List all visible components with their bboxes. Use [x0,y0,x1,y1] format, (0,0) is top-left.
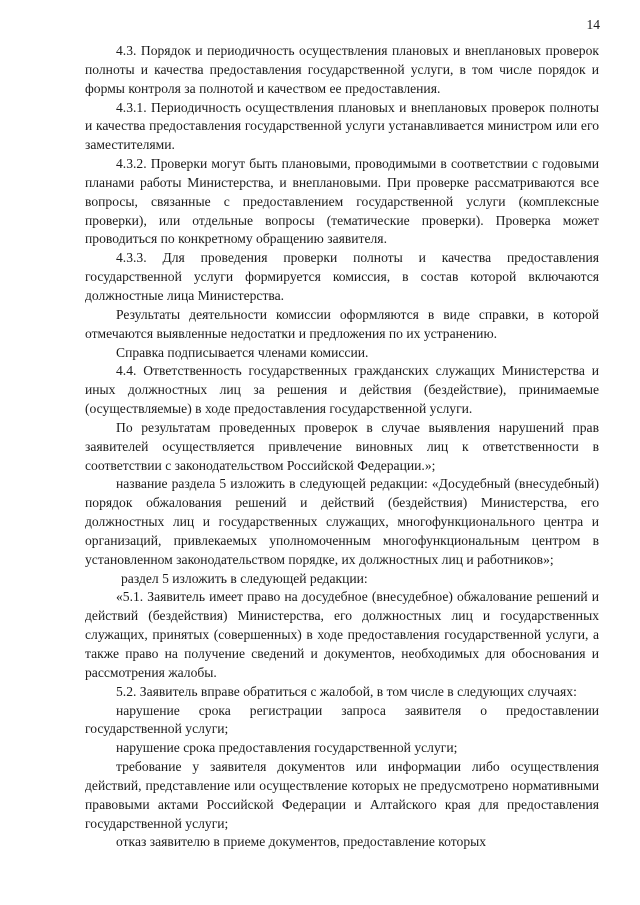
paragraph-4-3-3: 4.3.3. Для проведения проверки полноты и качества предоставления государственной услуги формируется комиссия, в состав которой включаются должностные лица Министерства. [85,250,599,303]
document-body [85,42,599,852]
list-item-extra-documents: требование у заявителя документов или информации либо осуществления действий, представление или осуществление которых не предусмотрено нормативными правовыми актами Российской Федерации и Алтайского края для предоставления государственной услуги; [85,759,599,831]
list-item-refusal: отказ заявителю в приеме документов, предоставление которых [116,834,487,850]
list-item-registration-delay: нарушение срока регистрации запроса заявителя о предоставлении государственной услуги; [85,702,599,737]
paragraph-4-3-1: 4.3.1. Периодичность осуществления плановых и внеплановых проверок полноты и качества предоставления государственной услуги устанавливается министром или его заместителями. [85,99,599,153]
paragraph-commission-results: Результаты деятельности комиссии оформляются в виде справки, в которой отмечаются выявленные недостатки и предложения по их устранению. [85,306,599,341]
paragraph-4-4: 4.4. Ответственность государственных гражданских служащих Министерства и иных должностных лиц за решения и действия (бездействие), принимаемые (осуществляемые) в ходе предоставления государственной услуги. [85,363,599,417]
paragraph-5-1: «5.1. Заявитель имеет право на досудебное (внесудебное) обжалование решений и действий (бездействия) Министерства, его должностных лиц и государственных служащих, принятых (совершенных) в ходе предоставления государственной услуги, а также право на получение сведений и документов, необходимых для обоснования и рассмотрения жалобы. [85,589,599,680]
paragraph-4-3: 4.3. Порядок и периодичность осуществления плановых и внеплановых проверок полноты и качества предоставления государственной услуги, в том числе порядок и формы контроля за полнотой и качеством ее предоставления. [85,43,599,96]
page-number: 14 [586,17,600,32]
paragraph-report-signed: Справка подписывается членами комиссии. [116,344,369,360]
paragraph-section-5-title: название раздела 5 изложить в следующей редакции: «Досудебный (внесудебный) порядок обжалования решений и действий (бездействия) Министерства, его должностных лиц и государственных служащих, многофункционального центра и организаций, привлекаемых уполномоченным многофункциональным центром в установленном законодательством порядке, их должностных лиц и работников»; [85,476,599,567]
paragraph-4-3-2: 4.3.2. Проверки могут быть плановыми, проводимыми в соответствии с годовыми планами работы Министерства, и внеплановыми. При проверке рассматриваются все вопросы, связанные с предоставлением государственной услуги (комплексные проверки), или отдельные вопросы (тематические проверки). Проверка может проводиться по конкретному обращению заявителя. [85,156,599,247]
paragraph-section-5-intro: раздел 5 изложить в следующей редакции: [121,570,368,586]
list-item-service-delay: нарушение срока предоставления государственной услуги; [116,740,458,756]
paragraph-5-2: 5.2. Заявитель вправе обратиться с жалобой, в том числе в следующих случаях: [116,683,577,699]
paragraph-inspection-results: По результатам проведенных проверок в случае выявления нарушений прав заявителей осуществляется привлечение виновных лиц к ответственности в соответствии с законодательством Российской Федерации.»; [85,419,599,473]
